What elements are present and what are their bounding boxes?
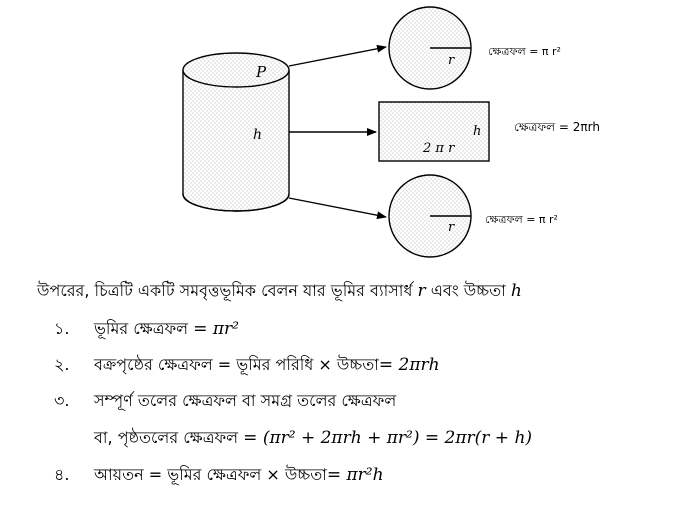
cylinder-top-ellipse — [183, 53, 289, 87]
top-circle-group — [389, 7, 561, 89]
list-item-text: বক্রপৃষ্ঠের ক্ষেত্রফল = ভূমির পরিধি × উচ্চতা — [94, 355, 379, 374]
rectangle-area-label: ক্ষেত্রফল = 2πrh — [514, 120, 600, 134]
arrow-to-top-circle — [289, 47, 386, 66]
bottom-circle-group — [389, 175, 558, 257]
list-item-number: ৪. — [54, 465, 70, 484]
list-item-text: ভূমির ক্ষেত্রফল — [94, 319, 189, 338]
bottom-circle-area-label: ক্ষেত্রফল = π r² — [485, 213, 558, 226]
list-item-formula: = πr² — [193, 319, 239, 339]
description-height-symbol: h — [510, 281, 522, 301]
list-item-number: ৩. — [54, 391, 70, 410]
list-item-formula: = (πr² + 2πrh + πr²) = 2πr(r + h) — [243, 428, 533, 448]
cylinder — [183, 53, 289, 211]
description-prefix: উপরের, চিত্রটি একটি সমবৃত্তভূমিক বেলন যার ভূমির ব্যাসার্ধ — [37, 281, 413, 300]
description-line — [37, 281, 522, 301]
description-radius-symbol: r — [417, 281, 426, 301]
list-item-text: আয়তন = ভূমির ক্ষেত্রফল × উচ্চতা — [94, 465, 327, 484]
list-item — [54, 355, 440, 375]
curved-surface-rectangle-group — [379, 102, 600, 161]
list-item-text: বা, পৃষ্ঠতলের ক্ষেত্রফল — [94, 428, 239, 447]
cylinder-height-label: h — [253, 127, 263, 143]
rectangle-width-label: 2 π r — [423, 141, 455, 156]
list-item — [94, 428, 532, 448]
cylinder-top-label: P — [256, 63, 267, 81]
list-item-formula: = 2πrh — [378, 355, 440, 375]
description-middle: এবং উচ্চতা — [430, 281, 506, 300]
list-item — [54, 319, 239, 339]
arrow-to-bottom-circle — [289, 198, 386, 217]
list-item-number: ২. — [54, 355, 70, 374]
top-circle-radius-label: r — [448, 53, 455, 68]
top-circle-area-label: ক্ষেত্রফল = π r² — [488, 45, 561, 58]
list-item — [54, 465, 384, 485]
list-item — [54, 391, 396, 411]
list-item-number: ১. — [54, 319, 70, 338]
list-item-text: সম্পূর্ণ তলের ক্ষেত্রফল বা সমগ্র তলের ক্ষেত্রফল — [94, 391, 397, 410]
bottom-circle-radius-label: r — [448, 220, 455, 235]
rectangle-height-label: h — [473, 124, 482, 139]
list-item-formula: = πr²h — [326, 465, 384, 485]
